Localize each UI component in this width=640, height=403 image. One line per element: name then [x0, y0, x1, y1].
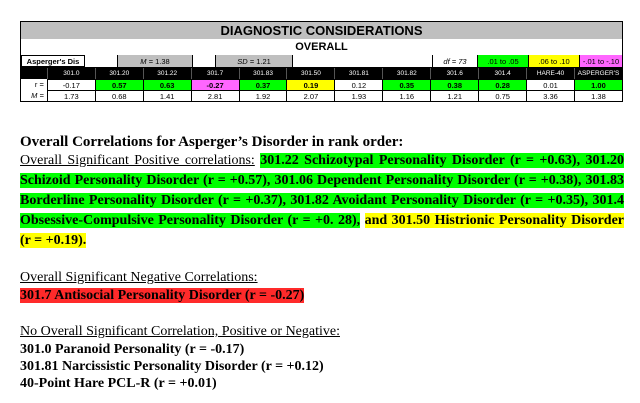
mean-cell: 1.16	[382, 90, 430, 101]
negative-label: Overall Significant Negative Correlations:	[20, 270, 258, 285]
positive-list-trend: and 301.50 Histrionic Personality Disorder (r = +0.19).	[20, 213, 624, 248]
r-row-label: r =	[34, 80, 44, 89]
mean-row-label: M =	[31, 91, 44, 100]
r-cell: 0.57	[95, 79, 143, 90]
column-header: ASPERGER'S	[574, 68, 622, 79]
diagnostic-table	[20, 21, 623, 102]
r-cell: 0.63	[143, 79, 191, 90]
r-cell: -0.17	[47, 79, 95, 90]
table-subtitle: OVERALL	[20, 39, 623, 55]
column-header: 301.6	[430, 68, 478, 79]
mean-stat: M = 1.38	[117, 55, 193, 67]
mean-cell: 1.38	[574, 90, 622, 101]
column-header: 301.82	[382, 68, 430, 79]
no-correlation-block	[20, 323, 624, 392]
negative-correlations-block	[20, 269, 624, 305]
sd-stat: SD = 1.21	[215, 55, 293, 67]
mean-cell: 2.81	[191, 90, 239, 101]
column-header: 301.4	[478, 68, 526, 79]
mean-cell: 2.07	[286, 90, 334, 101]
findings-text	[20, 133, 624, 392]
stats-row	[20, 55, 623, 67]
column-header: 301.22	[143, 68, 191, 79]
mean-cell: 1.21	[430, 90, 478, 101]
r-cell: -0.27	[191, 79, 239, 90]
r-cell: 0.37	[239, 79, 287, 90]
mean-cell: 1.41	[143, 90, 191, 101]
mean-cell: 3.36	[526, 90, 574, 101]
mean-cell: 1.92	[239, 90, 287, 101]
mean-cell: 0.75	[478, 90, 526, 101]
mean-cell: 1.73	[47, 90, 95, 101]
no-correlation-label: No Overall Significant Correlation, Positive or Negative:	[20, 324, 340, 339]
r-row	[21, 79, 622, 90]
r-cell: 0.01	[526, 79, 574, 90]
table-title: DIAGNOSTIC CONSIDERATIONS	[20, 21, 623, 39]
r-cell: 1.00	[574, 79, 622, 90]
negative-item: 301.7 Antisocial Personality Disorder (r = -0.27)	[20, 288, 305, 303]
r-cell: 0.12	[334, 79, 382, 90]
column-header: 301.50	[286, 68, 334, 79]
correlation-grid	[20, 67, 623, 102]
mean-cell: 1.93	[334, 90, 382, 101]
column-header: 301.20	[95, 68, 143, 79]
mean-row	[21, 90, 622, 101]
column-header: HARE-40	[526, 68, 574, 79]
no-correlation-item: 301.0 Paranoid Personality (r = -0.17)	[20, 342, 245, 357]
df-stat: df = 73	[432, 55, 478, 67]
positive-label: Overall Significant Positive correlations:	[20, 153, 255, 168]
column-header-row	[21, 68, 622, 79]
disorder-label: Asperger's Dis	[21, 55, 85, 67]
r-cell: 0.28	[478, 79, 526, 90]
positive-correlations-paragraph	[20, 151, 624, 251]
column-header: 301.81	[334, 68, 382, 79]
legend-green: .01 to .05	[478, 55, 529, 67]
column-header: 301.7	[191, 68, 239, 79]
r-cell: 0.35	[382, 79, 430, 90]
column-header: 301.83	[239, 68, 287, 79]
no-correlation-item: 301.81 Narcissistic Personality Disorder (r = +0.12)	[20, 359, 324, 374]
column-header: 301.0	[47, 68, 95, 79]
legend-yellow: .06 to .10	[529, 55, 580, 67]
r-cell: 0.38	[430, 79, 478, 90]
no-correlation-item: 40-Point Hare PCL-R (r = +0.01)	[20, 376, 217, 391]
legend-pink: -.01 to -.10	[580, 55, 622, 67]
mean-cell: 0.68	[95, 90, 143, 101]
section-heading: Overall Correlations for Asperger’s Disorder in rank order:	[20, 134, 404, 150]
r-cell: 0.19	[286, 79, 334, 90]
positive-list-significant: 301.22 Schizotypal Personality Disorder (r = +0.63), 301.20 Schizoid Personality Disorder (r = +0.57), 301.06 Dependent Personality Disorder (r = +0.38), 301.83 Borderline Personality Disorder (r = +0.37), 301.82 Avoidant Personality Disorder (r = +0.35), 301.4 Obsessive-Compulsive Personality Disorder (r = +0. 28),	[20, 153, 624, 228]
